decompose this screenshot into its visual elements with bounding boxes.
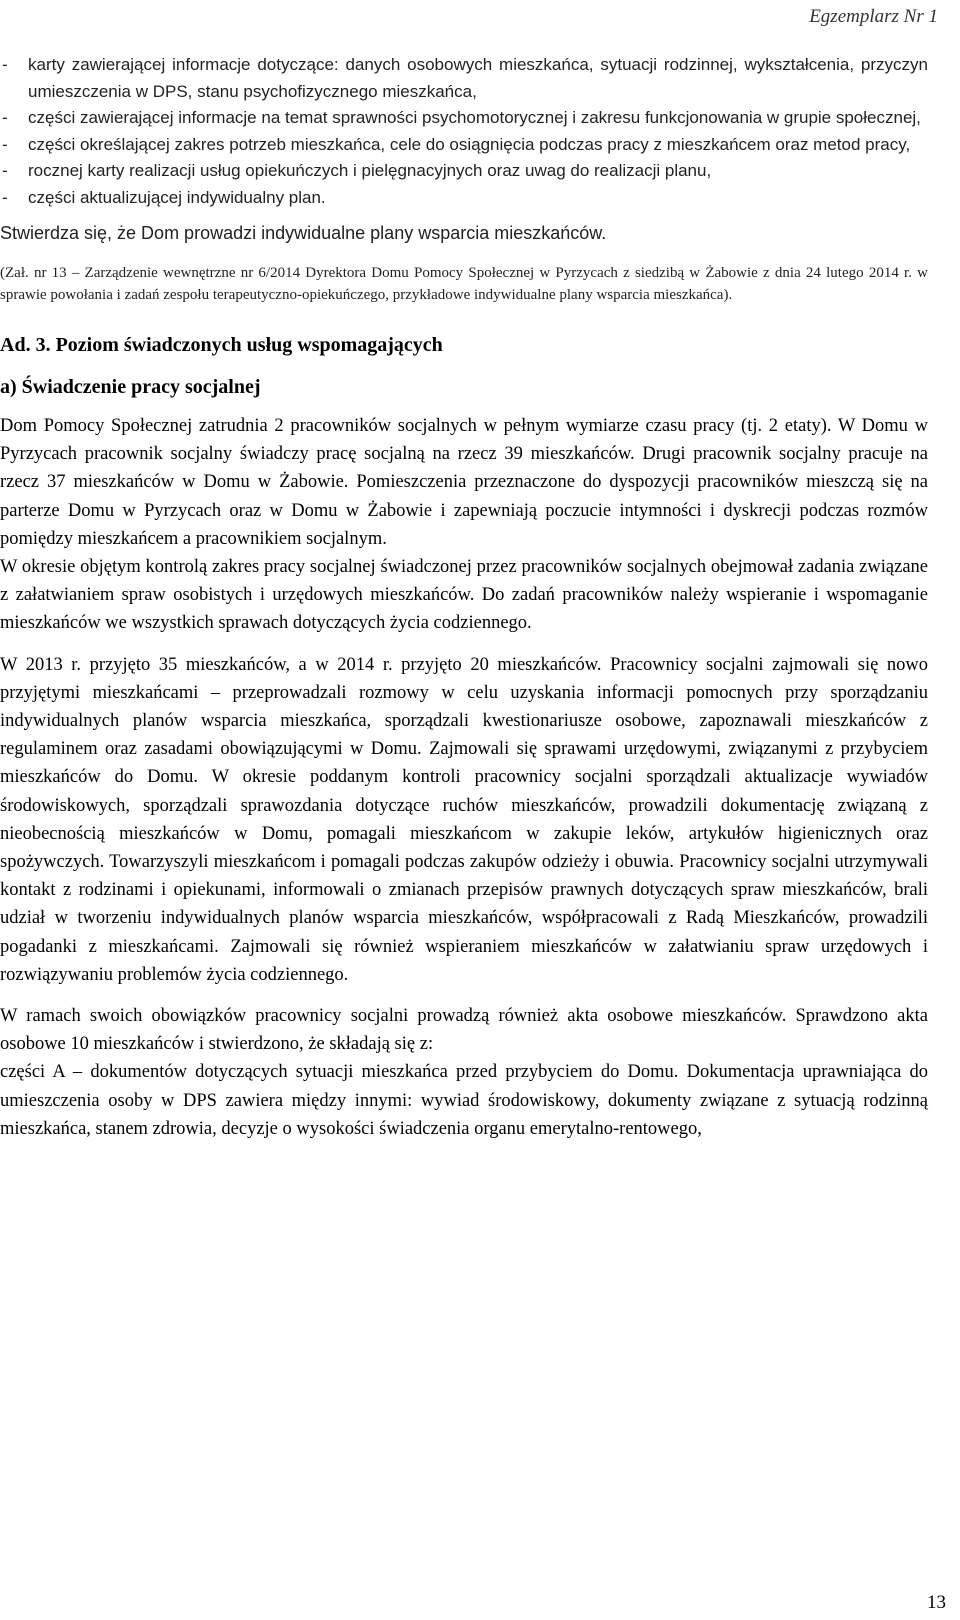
list-item-text: części określającej zakres potrzeb mieszkańca, cele do osiągnięcia podczas pracy z mieszkańcem oraz metod pracy,	[28, 134, 911, 154]
paragraph: części A – dokumentów dotyczących sytuacji mieszkańca przed przybyciem do Domu. Dokumentacja uprawniająca do umieszczenia osoby w DPS zawiera między innymi: wywiad środowiskowy, dokumenty związane z sytuacją rodzinną mieszkańca, stanem zdrowia, decyzje o wysokości świadczenia organu emerytalno-rentowego,	[0, 1062, 928, 1139]
paragraph: Dom Pomocy Społecznej zatrudnia 2 pracowników socjalnych w pełnym wymiarze czasu pracy (tj. 2 etaty). W Domu w Pyrzycach pracownik socjalny świadczy pracę socjalną na rzecz 39 mieszkańców. Drugi pracownik socjalny pracuje na rzecz 37 mieszkańców w Domu w Żabowie. Pomieszczenia przeznaczone do dyspozycji pracowników mieszczą się na parterze Domu w Pyrzycach oraz w Domu w Żabowie i zapewniają poczucie intymności i dyskrecji podczas rozmów pomiędzy mieszkańcem a pracownikiem socjalnym.	[0, 416, 928, 549]
document-body	[0, 52, 928, 1143]
paragraph: W ramach swoich obowiązków pracownicy socjalni prowadzą również akta osobowe mieszkańców. Sprawdzono akta osobowe 10 mieszkańców i stwierdzono, że składają się z:	[0, 1006, 928, 1055]
bullet-list	[0, 52, 928, 211]
list-item	[0, 158, 928, 185]
page-header	[809, 6, 938, 28]
copy-label: Egzemplarz Nr 1	[809, 6, 938, 27]
reference-note: (Zał. nr 13 – Zarządzenie wewnętrzne nr 6/2014 Dyrektora Domu Pomocy Społecznej w Pyrzycach z siedzibą w Żabowie z dnia 24 lutego 2014 r. w sprawie powołania i zadań zespołu terapeutyczno-opiekuńczego, przykładowe indywidualne plany wsparcia mieszkańca).	[0, 265, 928, 303]
page-number-text: 13	[927, 1592, 946, 1613]
subsection-heading: a) Świadczenie pracy socjalnej	[0, 376, 261, 398]
list-item-text: części aktualizującej indywidualny plan.	[28, 187, 326, 207]
bullet-dash: -	[2, 161, 8, 180]
list-item-text: rocznej karty realizacji usług opiekuńczych i pielęgnacyjnych oraz uwag do realizacji planu,	[28, 161, 712, 180]
bullet-dash: -	[2, 108, 8, 127]
list-item-text: części zawierającej informacje na temat sprawności psychomotorycznej i zakresu funkcjonowania w grupie społecznej,	[28, 108, 921, 127]
list-item	[0, 185, 928, 212]
paragraph: W 2013 r. przyjęto 35 mieszkańców, a w 2014 r. przyjęto 20 mieszkańców. Pracownicy socjalni zajmowali się nowo przyjętymi mieszkańcami – przeprowadzali rozmowy w celu uzyskania informacji pomocnych przy sporządzaniu indywidualnych planów wsparcia mieszkańca, sporządzali kwestionariusze osobowe, zapoznawali mieszkańców z regulaminem oraz zasadami obowiązującymi w Domu. Zajmowali się sprawami urzędowymi, związanymi z przybyciem mieszkańców do Domu. W okresie poddanym kontroli pracownicy socjalni sporządzali aktualizacje wywiadów środowiskowych, sporządzali sprawozdania dotyczące ruchów mieszkańców, prowadzili dokumentację związaną z nieobecnością mieszkańców w Domu, pomagali mieszkańcom w zakupie leków, artykułów higienicznych oraz spożywczych. Towarzyszyli mieszkańcom i pomagali podczas zakupów odzieży i obuwia. Pracownicy socjalni utrzymywali kontakt z rodzinami i opiekunami, informowali o zmianach przepisów prawnych dotyczących spraw mieszkańców, brali udział w tworzeniu indywidualnych planów wsparcia mieszkańców, współpracowali z Radą Mieszkańców, prowadzili pogadanki z mieszkańcami. Zajmowali się również wspieraniem mieszkańców w załatwianiu spraw urzędowych i rozwiązywaniu problemów życia codziennego.	[0, 654, 928, 985]
list-item	[0, 132, 928, 159]
page-number	[927, 1592, 946, 1614]
bullet-dash: -	[2, 187, 8, 207]
bullet-dash: -	[2, 55, 8, 74]
list-item	[0, 52, 928, 105]
statement-text: Stwierdza się, że Dom prowadzi indywidualne plany wsparcia mieszkańców.	[0, 223, 607, 243]
section-heading: Ad. 3. Poziom świadczonych usług wspomagających	[0, 334, 443, 356]
list-item-text: karty zawierającej informacje dotyczące: danych osobowych mieszkańca, sytuacji rodzinnej, wykształcenia, przyczyn umieszczenia w DPS, stanu psychofizycznego mieszkańca,	[28, 55, 928, 101]
bullet-dash: -	[2, 134, 8, 154]
list-item	[0, 105, 928, 132]
paragraph: W okresie objętym kontrolą zakres pracy socjalnej świadczonej przez pracowników socjalnych obejmował zadania związane z załatwianiem spraw osobistych i urzędowych mieszkańców. Do zadań pracowników należy wspieranie i wspomaganie mieszkańców we wszystkich sprawach dotyczących życia codziennego.	[0, 557, 928, 634]
